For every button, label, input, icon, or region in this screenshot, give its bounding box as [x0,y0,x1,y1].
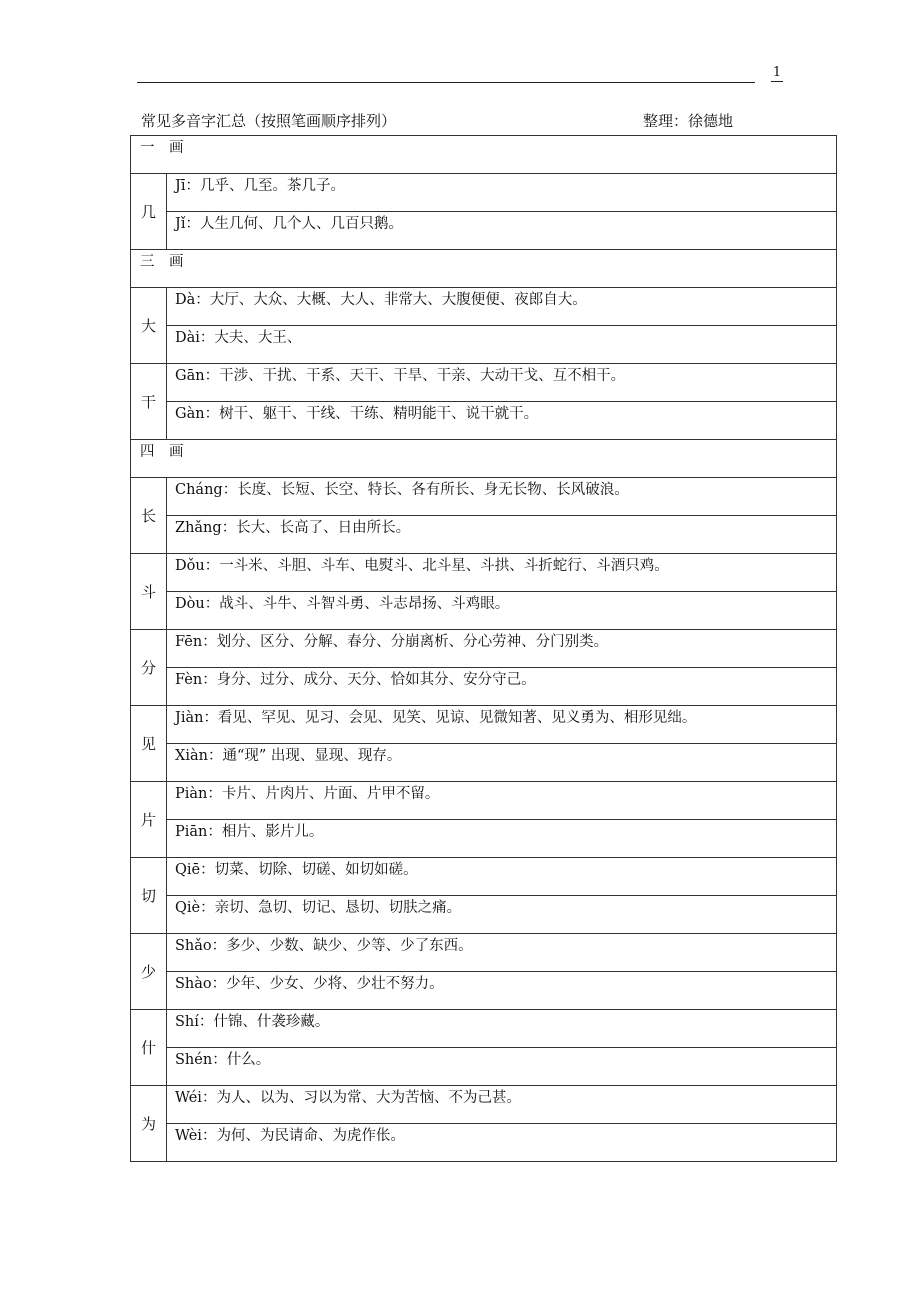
reading-cell [167,554,837,592]
pinyin-reading: Zhǎng [175,520,222,536]
reading-row [131,212,837,250]
reading-cell [167,858,837,896]
example-words: ：看见、罕见、见习、会见、见笑、见谅、见微知著、见义勇为、相形见绌。 [203,710,697,726]
reading-cell [167,934,837,972]
reading-row [131,288,837,326]
polyphone-character: 分 [131,630,167,706]
reading-cell [167,1124,837,1162]
reading-row [131,174,837,212]
section-row [131,440,837,478]
example-words: ：大夫、大王、 [199,330,302,346]
polyphone-character: 为 [131,1086,167,1162]
pinyin-reading: Dǒu [175,558,205,574]
polyphone-character: 斗 [131,554,167,630]
reading-cell [167,744,837,782]
example-words: ：身分、过分、成分、天分、恰如其分、安分守己。 [202,672,536,688]
pinyin-reading: Fèn [175,672,203,688]
pinyin-reading: Qiè [175,900,201,916]
pinyin-reading: Cháng [175,482,223,498]
reading-cell [167,668,837,706]
example-words: ：一斗米、斗胆、斗车、电熨斗、北斗星、斗拱、斗折蛇行、斗酒只鸡。 [204,558,669,574]
reading-cell [167,972,837,1010]
reading-row [131,668,837,706]
example-words: ：通“现” 出现、显现、现存。 [207,748,402,764]
example-words: ：少年、少女、少将、少壮不努力。 [211,976,444,992]
pinyin-reading: Dòu [175,596,205,612]
reading-row [131,820,837,858]
pinyin-reading: Shǎo [175,938,212,954]
polyphone-character: 见 [131,706,167,782]
reading-row [131,592,837,630]
example-words: ：相片、影片儿。 [207,824,324,840]
reading-cell [167,212,837,250]
section-row [131,136,837,174]
pinyin-reading: Piān [175,824,208,840]
pinyin-reading: Dà [175,292,196,308]
reading-row [131,896,837,934]
polyphone-character: 少 [131,934,167,1010]
reading-cell [167,288,837,326]
reading-row [131,630,837,668]
pinyin-reading: Jī [175,178,186,194]
page-number: 1 [772,65,782,80]
header-rule [137,82,755,83]
reading-cell [167,516,837,554]
pinyin-reading: Qiē [175,862,201,878]
reading-row [131,516,837,554]
example-words: ：战斗、斗牛、斗智斗勇、斗志昂扬、斗鸡眼。 [204,596,510,612]
example-words: ：几乎、几至。茶几子。 [185,178,345,194]
pinyin-reading: Shén [175,1052,213,1068]
document-title: 常见多音字汇总（按照笔画顺序排列） [141,112,397,130]
example-words: ：什锦、什袭珍藏。 [198,1014,330,1030]
section-row [131,250,837,288]
reading-cell [167,820,837,858]
reading-row [131,364,837,402]
example-words: ：树干、躯干、干线、干练、精明能干、说干就干。 [204,406,539,422]
reading-cell [167,782,837,820]
example-words: ：长度、长短、长空、特长、各有所长、身无长物、长风破浪。 [222,482,629,498]
example-words: ：划分、区分、分解、春分、分崩离析、分心劳神、分门别类。 [202,634,609,650]
document-organizer: 整理：徐德地 [643,112,734,130]
reading-row [131,554,837,592]
example-words: ：为何、为民请命、为虎作伥。 [201,1128,405,1144]
pinyin-reading: Shí [175,1014,199,1030]
polyphone-table [130,135,837,1162]
polyphone-character: 长 [131,478,167,554]
pinyin-reading: Gàn [175,406,205,422]
example-words: ：卡片、片肉片、片面、片甲不留。 [207,786,440,802]
reading-cell [167,364,837,402]
polyphone-character: 几 [131,174,167,250]
reading-row [131,706,837,744]
reading-row [131,858,837,896]
reading-row [131,972,837,1010]
pinyin-reading: Fēn [175,634,203,650]
reading-row [131,1010,837,1048]
reading-cell [167,478,837,516]
pinyin-reading: Jiàn [175,710,204,726]
example-words: ：为人、以为、习以为常、大为苦恼、不为己甚。 [201,1090,521,1106]
reading-cell [167,326,837,364]
example-words: ：大厅、大众、大概、大人、非常大、大腹便便、夜郎自大。 [195,292,587,308]
pinyin-reading: Dài [175,330,200,346]
section-heading: 三 画 [131,250,837,288]
section-heading: 一 画 [131,136,837,174]
polyphone-character: 什 [131,1010,167,1086]
pinyin-reading: Wèi [175,1128,202,1144]
reading-cell [167,896,837,934]
example-words: ：切菜、切除、切磋、如切如磋。 [200,862,418,878]
pinyin-reading: Jǐ [175,216,186,232]
section-heading: 四 画 [131,440,837,478]
pinyin-reading: Gān [175,368,205,384]
polyphone-character: 片 [131,782,167,858]
reading-row [131,478,837,516]
reading-row [131,326,837,364]
reading-cell [167,1010,837,1048]
reading-row [131,934,837,972]
pinyin-reading: Xiàn [175,748,208,764]
pinyin-reading: Wéi [175,1090,202,1106]
reading-row [131,782,837,820]
example-words: ：多少、少数、缺少、少等、少了东西。 [211,938,473,954]
example-words: ：人生几何、几个人、几百只鹅。 [185,216,403,232]
reading-cell [167,706,837,744]
polyphone-character: 干 [131,364,167,440]
example-words: ：什么。 [212,1052,271,1068]
reading-row [131,1124,837,1162]
polyphone-character: 切 [131,858,167,934]
reading-cell [167,174,837,212]
example-words: ：亲切、急切、切记、恳切、切肤之痛。 [200,900,462,916]
reading-row [131,1086,837,1124]
pinyin-reading: Shào [175,976,212,992]
reading-cell [167,630,837,668]
reading-cell [167,1048,837,1086]
reading-cell [167,402,837,440]
reading-row [131,1048,837,1086]
example-words: ：长大、长高了、日由所长。 [221,520,411,536]
reading-row [131,402,837,440]
reading-cell [167,592,837,630]
reading-cell [167,1086,837,1124]
pinyin-reading: Piàn [175,786,208,802]
reading-row [131,744,837,782]
polyphone-character: 大 [131,288,167,364]
example-words: ：干涉、干扰、干系、天干、干旱、干亲、大动干戈、互不相干。 [204,368,626,384]
